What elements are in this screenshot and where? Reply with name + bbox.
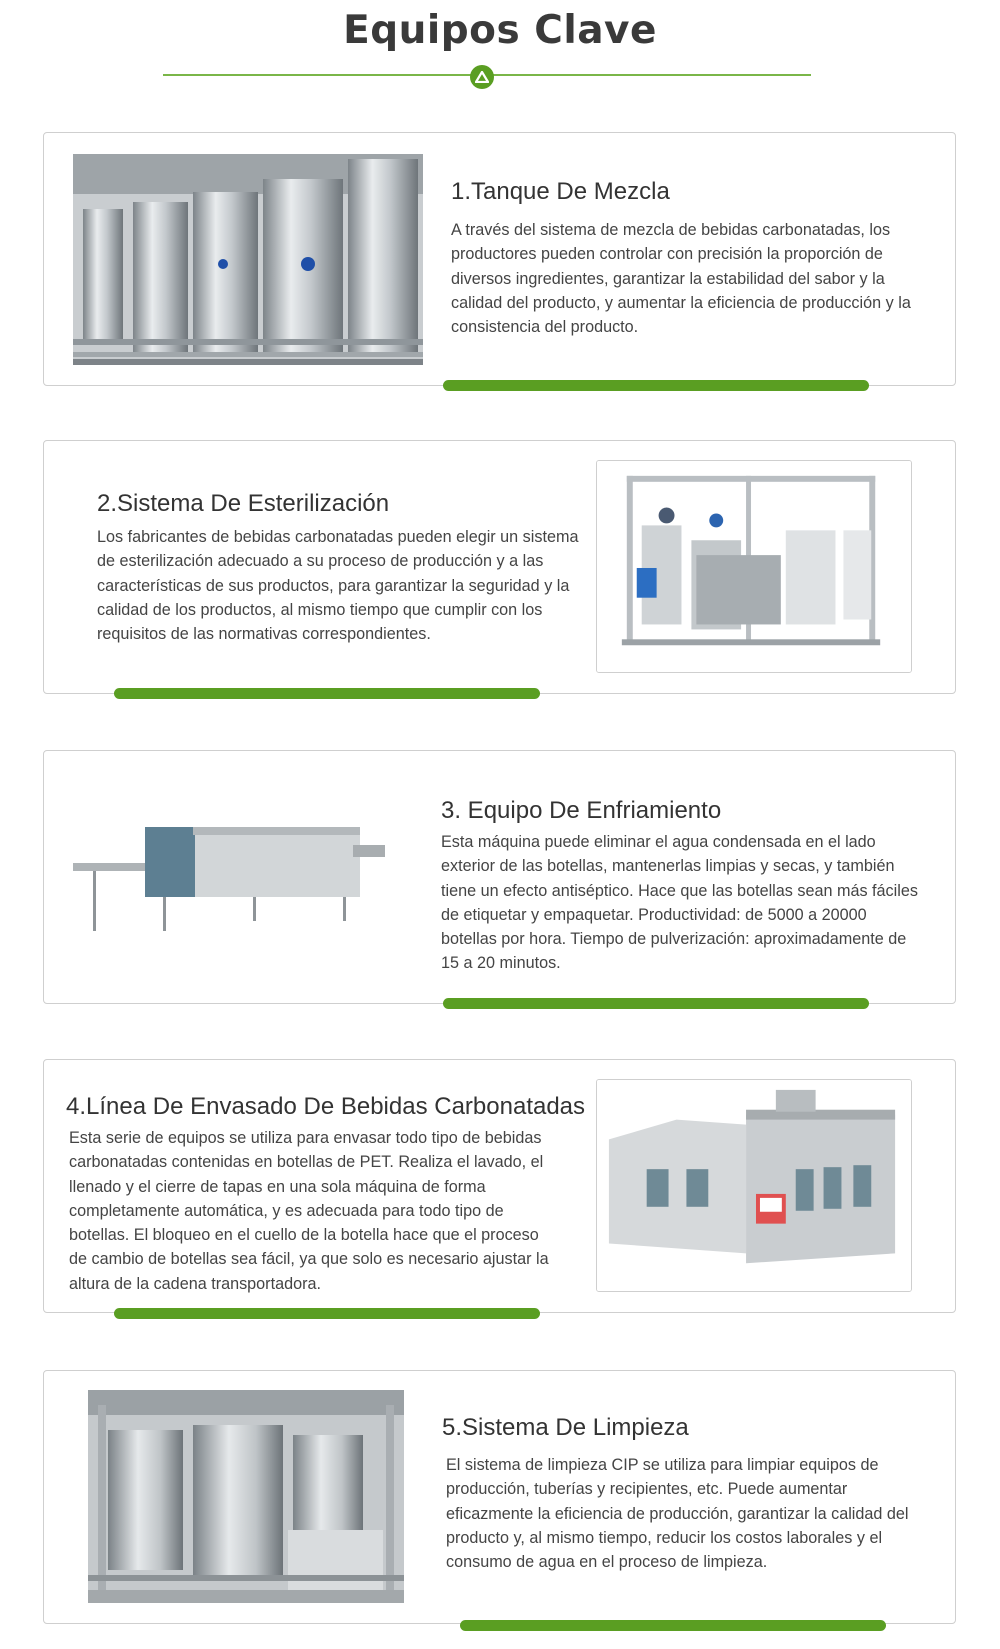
filling-machine-photo xyxy=(596,1079,912,1292)
equipment-heading: 5.Sistema De Limpieza xyxy=(442,1414,689,1441)
accent-bar xyxy=(114,1308,540,1319)
accent-bar xyxy=(114,688,540,699)
triangle-up-icon xyxy=(470,65,494,89)
equipment-description: A través del sistema de mezcla de bebidas carbonatadas, los productores pueden controlar con precisión la proporción de diversos ingredientes, garantizar la estabilidad del sabor y la calidad del producto, y aumentar la eficiencia de producción y la consistencia del producto. xyxy=(451,221,911,337)
equipment-description: Esta máquina puede eliminar el agua condensada en el lado exterior de las botellas, mantenerlas limpias y secas, y también tiene un efecto antiséptico. Hace que las botellas sean más fáciles de etiquetar y empaquetar. Productividad: de 5000 a 20000 botellas por hora. Tiempo de pulverización: aproximadamente de 15 a 20 minutos. xyxy=(441,833,918,973)
sterilization-system-photo xyxy=(596,460,912,673)
equipment-heading: 2.Sistema De Esterilización xyxy=(97,490,390,517)
section-header xyxy=(0,0,1000,100)
equipment-heading: 1.Tanque De Mezcla xyxy=(451,178,670,205)
page-title: Equipos Clave xyxy=(343,8,657,53)
equipment-description: Esta serie de equipos se utiliza para envasar todo tipo de bebidas carbonatadas contenidas en botellas de PET. Realiza el lavado, el llenado y el cierre de tapas en una sola máquina de forma completamente automática, y es adecuada para todo tipo de botellas. El bloqueo en el cuello de la botella hace que el proceso de cambio de botellas sea fácil, ya que solo es necesario ajustar la altura de la cadena transportadora. xyxy=(69,1129,549,1293)
equipment-heading: 4.Línea De Envasado De Bebidas Carbonatadas xyxy=(66,1093,586,1120)
accent-bar xyxy=(443,380,869,391)
cip-cleaning-system-photo xyxy=(88,1390,404,1603)
equipment-heading: 3. Equipo De Enfriamiento xyxy=(441,797,722,824)
equipment-description: Los fabricantes de bebidas carbonatadas pueden elegir un sistema de esterilización adecuado a su proceso de producción y a las características de sus productos, para garantizar la seguridad y la calidad de los productos, al mismo tiempo que cumplir con los requisitos de las normativas correspondientes. xyxy=(97,528,579,644)
accent-bar xyxy=(443,998,869,1009)
cooling-tunnel-photo xyxy=(73,815,385,935)
mixing-tanks-photo xyxy=(73,154,423,365)
equipment-description: El sistema de limpieza CIP se utiliza para limpiar equipos de producción, tuberías y recipientes, etc. Puede aumentar eficazmente la eficiencia de producción, garantizar la calidad del producto y, al mismo tiempo, reducir los costos laborales y el consumo de agua en el proceso de limpieza. xyxy=(446,1456,909,1572)
accent-bar xyxy=(460,1620,886,1631)
